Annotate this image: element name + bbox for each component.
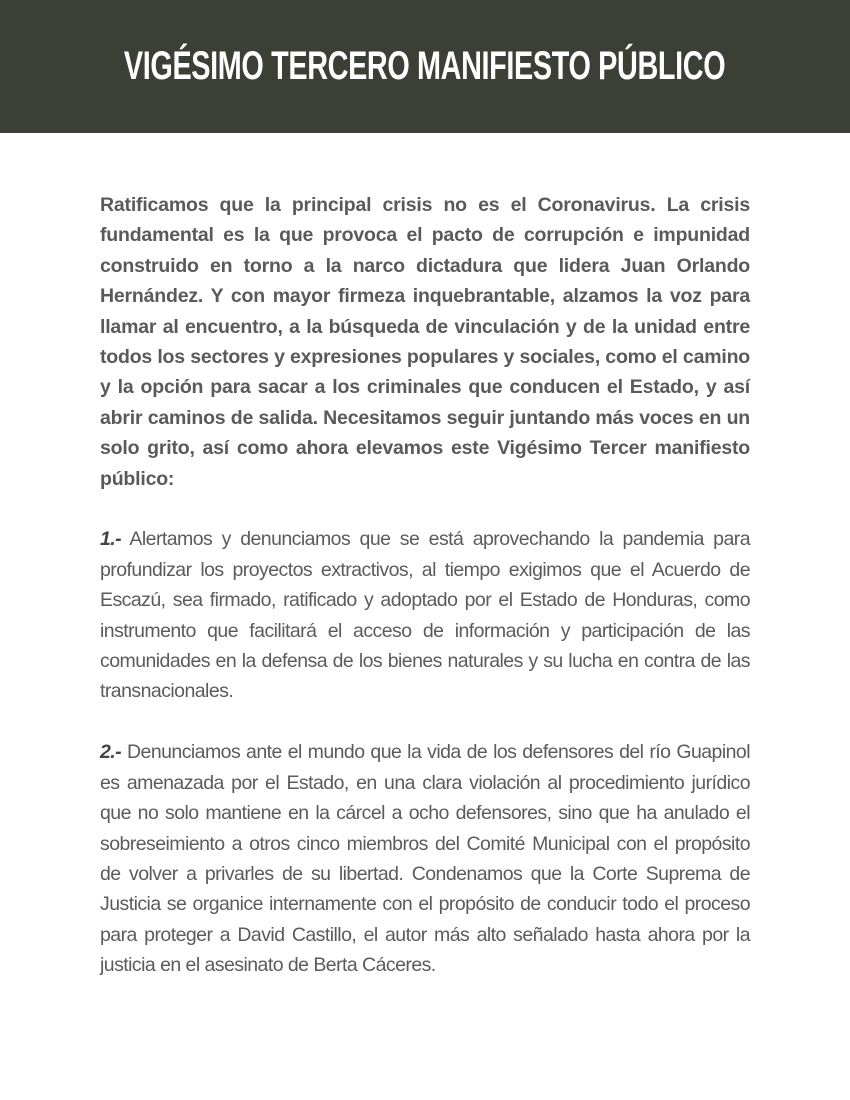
item-number: 1.- (100, 528, 122, 551)
document-body (100, 190, 750, 1011)
item-text: Alertamos y denunciamos que se está aprovechando la pandemia para profundizar los proyectos extractivos, al tiempo exigimos que el Acuerdo de Escazú, sea firmado, ratificado y adoptado por el Estado de Honduras, como instrumento que facilitará el acceso de información y participación de las comunidades en la defensa de los bienes naturales y su lucha en contra de las transnacionales. (100, 528, 750, 703)
manifesto-item-2 (100, 737, 750, 980)
intro-paragraph: Ratificamos que la principal crisis no es el Coronavirus. La crisis fundamental es la que provoca el pacto de corrupción e impunidad construido en torno a la narco dictadura que lidera Juan Orlando Hernández. Y con mayor firmeza inquebrantable, alzamos la voz para llamar al encuentro, a la búsqueda de vinculación y de la unidad entre todos los sectores y expresiones populares y sociales, como el camino y la opción para sacar a los criminales que conducen el Estado, y así abrir caminos de salida. Necesitamos seguir juntando más voces en un solo grito, así como ahora elevamos este Vigésimo Tercer manifiesto público: (100, 194, 750, 490)
manifesto-item-1 (100, 524, 750, 706)
item-number: 2.- (100, 741, 122, 764)
document-title: VIGÉSIMO TERCERO MANIFIESTO PÚBLICO (124, 44, 726, 88)
item-text: Denunciamos ante el mundo que la vida de los defensores del río Guapinol es amenazada por el Estado, en una clara violación al procedimiento jurídico que no solo mantiene en la cárcel a ocho defensores, sino que ha anulado el sobreseimiento a otros cinco miembros del Comité Municipal con el propósito de volver a privarles de su libertad. Condenamos que la Corte Suprema de Justicia se organice internamente con el propósito de conducir todo el proceso para proteger a David Castillo, el autor más alto señalado hasta ahora por la justicia en el asesinato de Berta Cáceres. (100, 741, 750, 977)
document-header (0, 0, 850, 133)
